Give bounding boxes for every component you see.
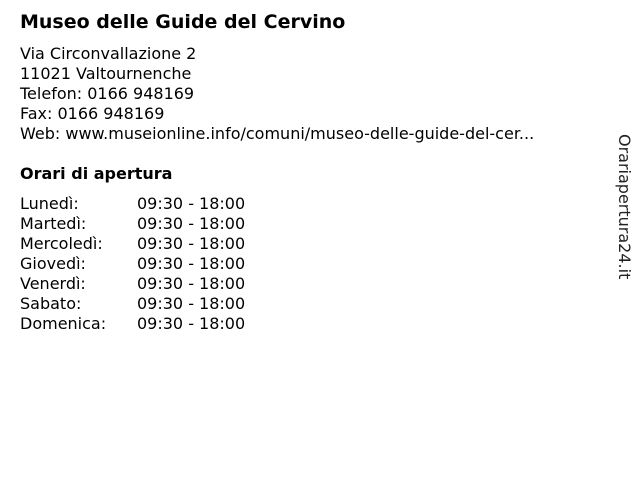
hours-day: Sabato:	[20, 294, 82, 313]
hours-row-tuesday	[20, 214, 245, 234]
watermark: Orariapertura24.it	[615, 134, 634, 280]
page-title: Museo delle Guide del Cervino	[20, 11, 346, 33]
hours-time: 09:30 - 18:00	[137, 294, 246, 313]
hours-day: Venerdì:	[20, 274, 86, 293]
address-phone: Telefon: 0166 948169	[20, 84, 195, 103]
address-fax: Fax: 0166 948169	[20, 104, 165, 123]
hours-day: Mercoledì:	[20, 234, 103, 253]
address-web: Web: www.museionline.info/comuni/museo-delle-guide-del-cer...	[20, 124, 535, 143]
address-block	[20, 44, 534, 144]
hours-day: Martedì:	[20, 214, 87, 233]
hours-heading: Orari di apertura	[20, 164, 173, 183]
hours-time: 09:30 - 18:00	[137, 234, 246, 253]
hours-row-monday	[20, 194, 245, 214]
hours-time: 09:30 - 18:00	[137, 194, 246, 213]
hours-day: Domenica:	[20, 314, 107, 333]
hours-row-sunday	[20, 314, 245, 334]
opening-hours-table	[20, 194, 245, 334]
hours-time: 09:30 - 18:00	[137, 274, 246, 293]
hours-row-friday	[20, 274, 245, 294]
hours-row-wednesday	[20, 234, 245, 254]
hours-time: 09:30 - 18:00	[137, 214, 246, 233]
hours-day: Giovedì:	[20, 254, 86, 273]
hours-time: 09:30 - 18:00	[137, 254, 246, 273]
hours-time: 09:30 - 18:00	[137, 314, 246, 333]
hours-day: Lunedì:	[20, 194, 79, 213]
address-street: Via Circonvallazione 2	[20, 44, 197, 63]
address-city: 11021 Valtournenche	[20, 64, 192, 83]
hours-row-thursday	[20, 254, 245, 274]
hours-row-saturday	[20, 294, 245, 314]
